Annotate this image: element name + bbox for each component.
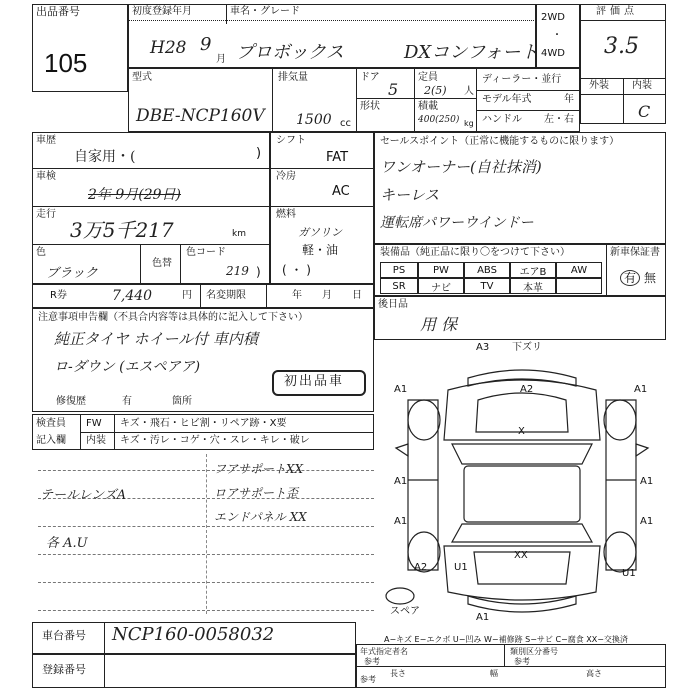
mileage-unit: km xyxy=(232,229,246,239)
equip-ps: PS xyxy=(380,262,418,278)
grade: DXコンフォート xyxy=(404,42,539,63)
shift-label: シフト xyxy=(276,135,306,146)
equip-abs: ABS xyxy=(464,262,510,278)
drive-4wd: 4WD xyxy=(541,48,565,59)
model-year-label: モデル年式 xyxy=(482,94,532,105)
diag-u1-lr: U1 xyxy=(454,562,468,573)
score-label: 評価点 xyxy=(596,6,638,17)
equip-pw: PW xyxy=(418,262,464,278)
lot-label: 出品番号 xyxy=(36,5,80,18)
equip-aw: AW xyxy=(556,262,602,278)
legend-height: 高さ xyxy=(586,669,602,678)
lot-number: 105 xyxy=(44,48,88,78)
first-reg-month-unit: 月 xyxy=(216,54,226,65)
diag-a1-lm: A1 xyxy=(394,516,408,527)
exterior-label: 外装 xyxy=(589,80,609,91)
color-change-label: 色替 xyxy=(152,258,172,269)
diag-a2-hood: A2 xyxy=(520,384,534,395)
shape-label: 形状 xyxy=(360,101,380,112)
name-change-day: 日 xyxy=(352,290,362,301)
color-value: ブラック xyxy=(46,266,98,281)
warranty-label: 新車保証書 xyxy=(610,247,660,258)
sales-point-3: 運転席パワーウインドー xyxy=(380,215,534,231)
legend-model-id: 類別区分番号 xyxy=(510,647,558,656)
color-label: 色 xyxy=(36,247,46,258)
back-notes-label: 後日品 xyxy=(378,299,408,310)
chassis-value: NCP160-0058032 xyxy=(112,624,275,645)
repair-label: 修復歴 xyxy=(56,396,86,407)
shift-value: FAT xyxy=(326,150,349,165)
recycle-value: 7,440 xyxy=(112,288,153,304)
interior-grade: C xyxy=(638,102,651,121)
legend-dealer: 年式指定者名 xyxy=(360,647,408,656)
first-reg-label: 初度登録年月 xyxy=(132,6,192,17)
dealer-label: ディーラー・並行 xyxy=(482,74,562,85)
fuel-parens: ( ・ ) xyxy=(282,263,311,277)
remark-right-3: エンドパネル XX xyxy=(214,510,307,524)
remark-left-2: 各 A.U xyxy=(46,536,88,551)
equip-navi: ナビ xyxy=(418,278,464,294)
diag-a1-l: A1 xyxy=(394,476,408,487)
diag-a1-rear: A1 xyxy=(476,612,490,623)
warranty-no: 無 xyxy=(644,271,657,285)
shift-box xyxy=(270,132,374,284)
doors: 5 xyxy=(388,80,399,99)
notes-title: 注意事項申告欄（不具合内容等は具体的に記入して下さい） xyxy=(38,312,308,323)
drive-2wd: 2WD xyxy=(541,12,565,23)
ac-value: AC xyxy=(332,184,350,199)
steering-value: 左・右 xyxy=(544,114,574,125)
inspector-label: 検査員 xyxy=(36,418,66,429)
equip-tv: TV xyxy=(464,278,510,294)
model-year-unit: 年 xyxy=(564,94,574,105)
warranty-yes: 有 xyxy=(620,270,640,286)
first-reg-month: 9 xyxy=(200,34,212,55)
equipment-title: 装備品（純正品に限り〇をつけて下さい） xyxy=(380,247,570,258)
model-code: DBE-NCP160V xyxy=(136,106,265,126)
name-change-label: 名変期限 xyxy=(206,290,246,301)
diag-a1-fr: A1 xyxy=(634,384,648,395)
capacity: 2(5) xyxy=(424,84,447,97)
repair-place: 箇所 xyxy=(172,396,192,407)
capacity-unit: 人 xyxy=(464,86,474,97)
history-value: 自家用・( xyxy=(74,149,136,165)
load-unit: kg xyxy=(464,119,474,128)
repair-yes: 有 xyxy=(122,396,132,407)
name-change-month: 月 xyxy=(322,290,332,301)
diag-a3: A3 xyxy=(476,342,490,353)
capacity-label: 定員 xyxy=(418,72,438,83)
legend-model-id-ref: 参考 xyxy=(514,657,530,666)
equip-sr: SR xyxy=(380,278,418,294)
name-grade-label: 車名・グレード xyxy=(230,6,300,17)
drive-dot: ・ xyxy=(552,30,562,41)
diag-x-roof: X xyxy=(518,426,525,437)
fuel-diesel: 軽・油 xyxy=(302,243,339,257)
first-reg-era: H28 xyxy=(150,38,187,58)
displacement-unit: cc xyxy=(340,118,351,129)
fuel-label: 燃料 xyxy=(276,209,296,220)
steering-label: ハンドル xyxy=(482,114,522,125)
history-close: ) xyxy=(256,146,262,161)
damage-diagram xyxy=(378,340,666,630)
color-code: 219 xyxy=(226,264,249,278)
equip-airbag: エアB xyxy=(510,262,556,278)
mileage-value: 3万5千217 xyxy=(70,218,174,242)
diag-a1-rm: A1 xyxy=(640,516,654,527)
legend-line: A−キズ E−エクボ U−凹み W−補修跡 S−サビ C−腐食 XX−交換済 xyxy=(384,635,628,644)
reg-label: 登録番号 xyxy=(42,663,86,676)
name-change-year: 年 xyxy=(292,290,302,301)
legend-width: 幅 xyxy=(490,669,498,678)
interior-items: キズ・汚レ・コゲ・穴・スレ・キレ・破レ xyxy=(120,435,310,446)
first-listing-text: 初出品車 xyxy=(284,374,345,389)
diag-a2-lr: A2 xyxy=(414,562,428,573)
fw-items: キズ・飛石・ヒビ割・リペア跡・X要 xyxy=(120,418,287,429)
displacement: 1500 xyxy=(296,112,332,128)
legend-length: 長さ xyxy=(390,669,406,678)
inspection-label: 車検 xyxy=(36,171,56,182)
diag-spare: スペア xyxy=(390,606,420,617)
recycle-unit: 円 xyxy=(182,290,192,301)
remark-right-2: ロアサポート歪 xyxy=(214,486,299,500)
load: 400(250) xyxy=(418,115,460,125)
entry-label: 記入欄 xyxy=(36,435,66,446)
equip-leather: 本革 xyxy=(510,278,556,294)
diag-shita: 下ズリ xyxy=(512,342,542,353)
notes-line2: ロ-ダウン (エスペアア) xyxy=(54,359,201,375)
recycle-label: R券 xyxy=(50,290,67,301)
diag-a1-fl: A1 xyxy=(394,384,408,395)
sales-points-title: セールスポイント（正常に機能するものに限ります） xyxy=(380,136,620,147)
model-name: プロボックス xyxy=(236,42,344,63)
remark-right-1: フアサポートXX xyxy=(214,462,304,476)
doors-label: ドア xyxy=(360,72,380,83)
diag-a1-r: A1 xyxy=(640,476,654,487)
chassis-label: 車台番号 xyxy=(42,629,86,642)
load-label: 積載 xyxy=(418,101,438,112)
remark-left-1: テールレンズA xyxy=(40,488,127,503)
displacement-label: 排気量 xyxy=(278,72,308,83)
fw-label: FW xyxy=(86,418,102,429)
mileage-label: 走行 xyxy=(36,209,56,220)
sales-point-2: キーレス xyxy=(380,186,440,204)
sales-point-1: ワンオーナー(自社抹消) xyxy=(380,158,542,176)
model-code-label: 型式 xyxy=(132,72,152,83)
notes-line1: 純正タイヤ ホイール付 車内積 xyxy=(54,330,258,348)
score-value: 3.5 xyxy=(604,34,639,59)
fuel-gasoline: ガソリン xyxy=(298,226,342,239)
diag-u1-rr: U1 xyxy=(622,568,636,579)
back-notes-box xyxy=(374,296,666,340)
legend-dealer-ref: 参考 xyxy=(364,657,380,666)
legend-ref: 参考 xyxy=(360,675,376,684)
inspection-value: 2年 9月(29日) xyxy=(88,187,182,203)
history-label: 車歴 xyxy=(36,135,56,146)
ac-label: 冷房 xyxy=(276,171,296,182)
color-code-label: 色コード xyxy=(186,247,226,258)
interior-row-label: 内装 xyxy=(86,435,106,446)
back-notes-value: 用 保 xyxy=(420,315,458,334)
interior-label: 内装 xyxy=(632,80,652,91)
color-code-close: ) xyxy=(256,265,261,279)
diag-xx-trunk: XX xyxy=(514,550,528,561)
equip-blank xyxy=(556,278,602,294)
